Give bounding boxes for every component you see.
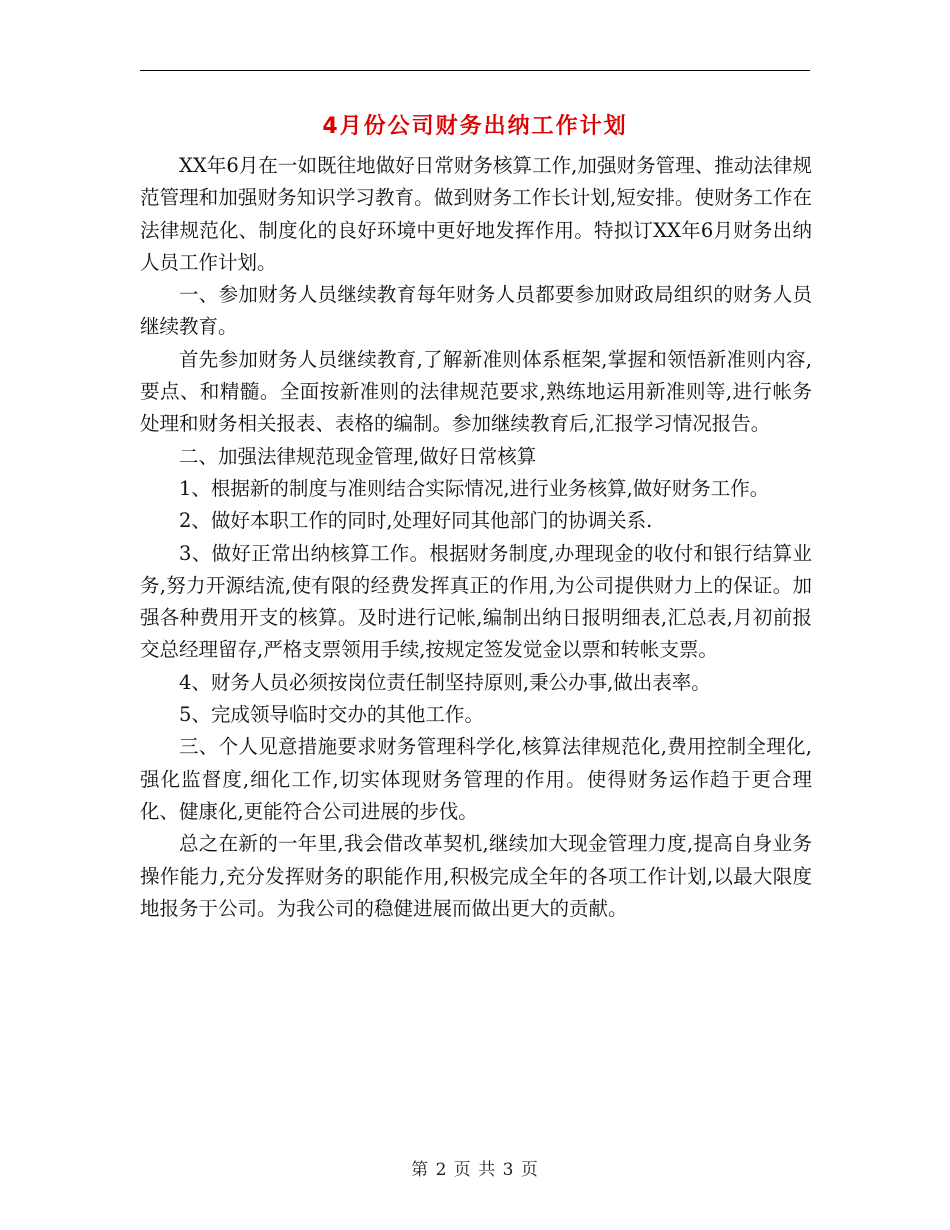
paragraph-section-3: 三、个人见意措施要求财务管理科学化,核算法律规范化,费用控制全理化,强化监督度,细化工作,切实体现财务管理的作用。使得财务运作趋于更合理化、健康化,更能符合公司进展的步伐。 xyxy=(140,735,812,823)
page-number-footer: 第 2 页 共 3 页 xyxy=(411,1160,539,1180)
paragraph-item-5: 5、完成领导临时交办的其他工作。 xyxy=(179,703,484,727)
paragraph-section-1-heading: 一、参加财务人员继续教育每年财务人员都要参加财政局组织的财务人员继续教育。 xyxy=(140,283,812,339)
paragraph-intro: XX年6月在一如既往地做好日常财务核算工作,加强财务管理、推动法律规范管理和加强财务知识学习教育。做到财务工作长计划,短安排。使财务工作在法律规范化、制度化的良好环境中更好地发挥作用。特拟订XX年6月财务出纳人员工作计划。 xyxy=(140,154,812,274)
paragraph-item-2: 2、做好本职工作的同时,处理好同其他部门的协调关系. xyxy=(179,509,653,533)
paragraph-section-2-heading: 二、加强法律规范现金管理,做好日常核算 xyxy=(179,444,537,468)
paragraph-item-4: 4、财务人员必须按岗位责任制坚持原则,秉公办事,做出表率。 xyxy=(179,670,711,694)
paragraph-item-1: 1、根据新的制度与准则结合实际情况,进行业务核算,做好财务工作。 xyxy=(179,476,770,500)
document-title: 4月份公司财务出纳工作计划 xyxy=(322,114,628,139)
paragraph-item-3: 3、做好正常出纳核算工作。根据财务制度,办理现金的收付和银行结算业务,努力开源结流,使有限的经费发挥真正的作用,为公司提供财力上的保证。加强各种费用开支的核算。及时进行记帐,编制出纳日报明细表,汇总表,月初前报交总经理留存,严格支票领用手续,按规定签发觉金以票和转帐支票。 xyxy=(140,541,812,662)
document-body xyxy=(140,150,812,925)
paragraph-conclusion: 总之在新的一年里,我会借改革契机,继续加大现金管理力度,提高自身业务操作能力,充分发挥财务的职能作用,积极完成全年的各项工作计划,以最大限度地报务于公司。为我公司的稳健进展而做出更大的贡献。 xyxy=(140,832,812,920)
paragraph-section-1-detail: 首先参加财务人员继续教育,了解新准则体系框架,掌握和领悟新准则内容,要点、和精髓。全面按新准则的法律规范要求,熟练地运用新准则等,进行帐务处理和财务相关报表、表格的编制。参加继续教育后,汇报学习情况报告。 xyxy=(140,347,812,436)
header-rule xyxy=(140,70,810,71)
